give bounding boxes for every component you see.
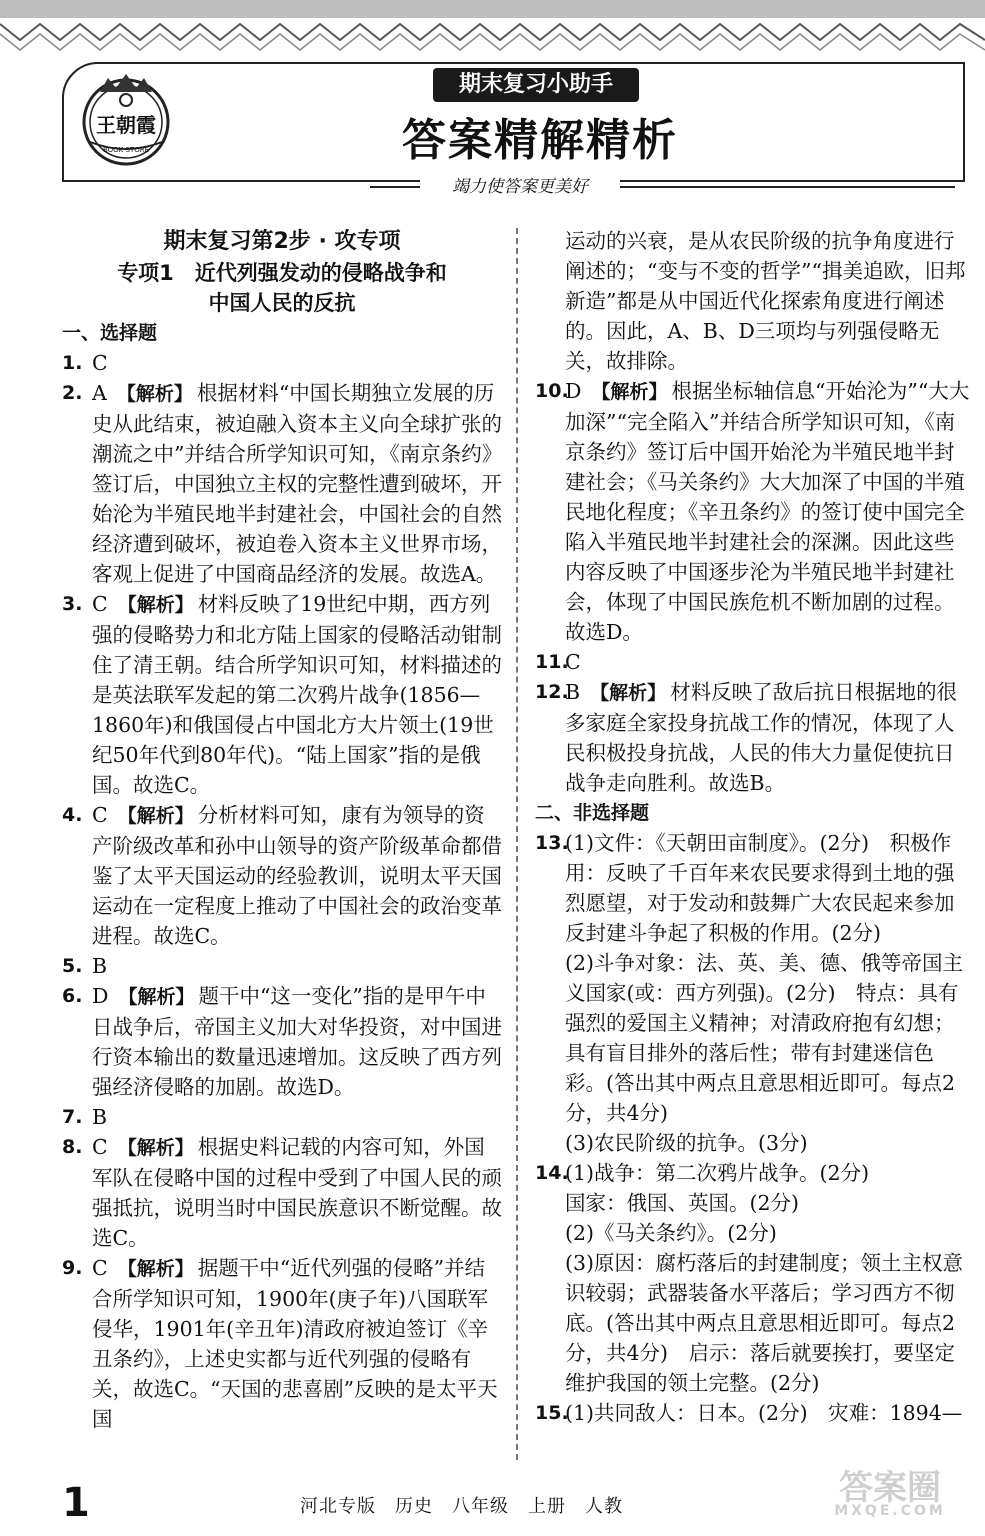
question-number: 6. (62, 985, 83, 1007)
analysis-text: 题干中“这一变化”指的是甲午中日战争后，帝国主义加大对华投资，对中国进行资本输出的数量迅速增加。这反映了西方列强经济侵略的加剧。故选D。 (92, 984, 502, 1099)
question-number: 2. (62, 382, 83, 404)
answer-part-1: (1)共同敌人：日本。(2分) 灾难：1894— (565, 1401, 963, 1425)
answer-letter: C (92, 1256, 108, 1280)
answer-part-2: (2)《马关条约》。(2分) (565, 1221, 777, 1245)
footer-info: 河北专版 历史 八年级 上册 人教 (300, 1496, 623, 1517)
analysis-text: 分析材料可知，康有为领导的资产阶级改革和孙中山领导的资产阶级革命都借鉴了太平天国运动的经验教训，说明太平天国运动在一定程度上推动了中国社会的政治变革进程。故选C。 (92, 803, 502, 948)
section-subtitle-1: 专项1 近代列强发动的侵略战争和 (117, 261, 447, 285)
answer-part-1: (1)文件：《天朝田亩制度》。(2分) 积极作用：反映了千百年来农民要求得到土地的强烈愿望，对于发动和鼓舞广大农民起来参加反封建斗争起了积极的作用。(2分) (565, 831, 955, 945)
question-number: 12. (535, 681, 569, 703)
answer-item-13 (535, 828, 970, 1158)
question-number: 8. (62, 1136, 83, 1158)
answer-item-6 (62, 981, 502, 1102)
column-divider (516, 228, 518, 1460)
analysis-tag: 【解析】 (116, 383, 193, 405)
question-number: 1. (62, 352, 83, 374)
answer-letter: C (92, 803, 108, 827)
analysis-tag: 【解析】 (591, 381, 668, 403)
left-column (62, 226, 502, 1434)
analysis-text: 根据史料记载的内容可知，外国军队在侵略中国的过程中受到了中国人民的顽强抵抗，说明当时中国民族意识不断觉醒。故选C。 (92, 1135, 502, 1250)
question-number: 3. (62, 593, 83, 615)
answer-item-11 (535, 647, 970, 677)
heading-non-choice: 二、非选择题 (535, 802, 650, 824)
answer-item-10 (535, 376, 970, 647)
answer-item-14 (535, 1158, 970, 1398)
answer-letter: D (92, 984, 109, 1008)
analysis-text: 根据材料“中国长期独立发展的历史从此结束，被迫融入资本主义向全球扩张的潮流之中”并结合所学知识可知，《南京条约》签订后，中国独立主权的完整性遭到破坏，开始沦为半殖民地半封建社会，中国社会的自然经济遭到破坏，被迫卷入资本主义世界市场，客观上促进了中国商品经济的发展。故选A。 (92, 381, 502, 586)
answer-item-2 (62, 378, 502, 589)
answer-item-15 (535, 1398, 970, 1428)
analysis-tag: 【解析】 (117, 805, 194, 827)
analysis-text: 材料反映了敌后抗日根据地的很多家庭全家投身抗战工作的情况，体现了人民积极投身抗战，人民的伟大力量促使抗日战争走向胜利。故选B。 (565, 680, 958, 795)
analysis-tag: 【解析】 (590, 682, 667, 704)
section-title: 期末复习第2步 · 攻专项 (163, 229, 401, 254)
answer-item-12 (535, 677, 970, 798)
question-number: 13. (535, 832, 569, 854)
analysis-tag: 【解析】 (117, 1137, 194, 1159)
page-title: 答案精解精析 (402, 115, 678, 166)
analysis-tag: 【解析】 (118, 986, 195, 1008)
answer-letter: D (565, 379, 582, 403)
svg-text:王朝霞: 王朝霞 (96, 113, 156, 137)
answer-item-1 (62, 348, 502, 378)
answer-part-2: (2)斗争对象：法、英、美、德、俄等帝国主义国家(或：西方列强)。(2分) 特点：具有强烈的爱国主义精神；对清政府抱有幻想；具有盲目排外的落后性；带有封建迷信色彩。(答出其中两点且意思相近即可。每点2分，共4分) (565, 951, 964, 1125)
question-number: 15. (535, 1402, 569, 1424)
answer-letter: C (92, 592, 108, 616)
brand-logo (70, 70, 182, 170)
right-column (535, 226, 970, 1428)
watermark (810, 1460, 970, 1530)
analysis-tag: 【解析】 (117, 1258, 194, 1280)
answer-letter: C (92, 1135, 108, 1159)
page-number: 1 (62, 1480, 90, 1526)
watermark-url: MXQE.COM (834, 1503, 946, 1519)
answer-part-3: (3)原因：腐朽落后的封建制度；领土主权意识较弱；武器装备水平落后；学习西方不彻底。(答出其中两点且意思相近即可。每点2分，共4分) 启示：落后就要挨打，要坚定维护我国的领土完整。(2分) (565, 1251, 964, 1395)
answer-letter: A (92, 381, 107, 405)
analysis-text: 根据坐标轴信息“开始沦为”“大大加深”“完全陷入”并结合所学知识可知，《南京条约》签订后中国开始沦为半殖民地半封建社会；《马关条约》大大加深了中国的半殖民地化程度；《辛丑条约》的签订使中国完全陷入半殖民地半封建社会的深渊。因此这些内容反映了中国逐步沦为半殖民地半封建社会，体现了中国民族危机不断加剧的过程。故选D。 (565, 379, 970, 644)
analysis-tag: 【解析】 (117, 594, 194, 616)
question-number: 10. (535, 380, 569, 402)
answer-item-4 (62, 800, 502, 951)
answer-item-9-continued: 运动的兴衰，是从农民阶级的抗争角度进行阐述的；“变与不变的哲学”“揖美追欧，旧邦新造”都是从中国近代化探索角度进行阐述的。因此，A、B、D三项均与列强侵略无关，故排除。 (565, 229, 966, 373)
answer-item-7 (62, 1102, 502, 1132)
heading-choice: 一、选择题 (62, 322, 158, 344)
answer-part-3: (3)农民阶级的抗争。(3分) (565, 1131, 808, 1155)
answer-letter: B (92, 1105, 108, 1129)
header-badge: 期末复习小助手 (433, 68, 639, 102)
answer-part-1: (1)战争：第二次鸦片战争。(2分) (565, 1161, 870, 1185)
question-number: 4. (62, 804, 83, 826)
answer-item-9 (62, 1253, 502, 1434)
question-number: 9. (62, 1257, 83, 1279)
analysis-text: 据题干中“近代列强的侵略”并结合所学知识可知，1900年(庚子年)八国联军侵华，1901年(辛丑年)清政府被迫签订《辛丑条约》，上述史实都与近代列强的侵略有关，故选C。“天国的悲喜剧”反映的是太平天国 (92, 1256, 498, 1431)
slogan: 竭力使答案更美好 (420, 172, 620, 197)
svg-text:BOOK STORE: BOOK STORE (102, 146, 150, 154)
answer-part-1b: 国家：俄国、英国。(2分) (565, 1191, 800, 1215)
answer-letter: B (92, 954, 108, 978)
question-number: 7. (62, 1106, 83, 1128)
answer-letter: B (565, 680, 581, 704)
answer-letter: C (565, 650, 581, 674)
question-number: 11. (535, 651, 569, 673)
section-subtitle-2: 中国人民的反抗 (208, 291, 356, 315)
analysis-text: 材料反映了19世纪中期，西方列强的侵略势力和北方陆上国家的侵略活动钳制住了清王朝。结合所学知识可知，材料描述的是英法联军发起的第二次鸦片战争(1856—1860年)和俄国侵占中国北方大片领土(19世纪50年代到80年代)。“陆上国家”指的是俄国。故选C。 (92, 592, 502, 797)
watermark-text: 答案圈 (839, 1468, 941, 1508)
question-number: 14. (535, 1162, 569, 1184)
question-number: 5. (62, 955, 83, 977)
zigzag-border (0, 0, 985, 60)
answer-item-5 (62, 951, 502, 981)
answer-item-3 (62, 589, 502, 800)
answer-letter: C (92, 351, 108, 375)
slogan-rule-right (610, 186, 955, 188)
answer-item-8 (62, 1132, 502, 1253)
